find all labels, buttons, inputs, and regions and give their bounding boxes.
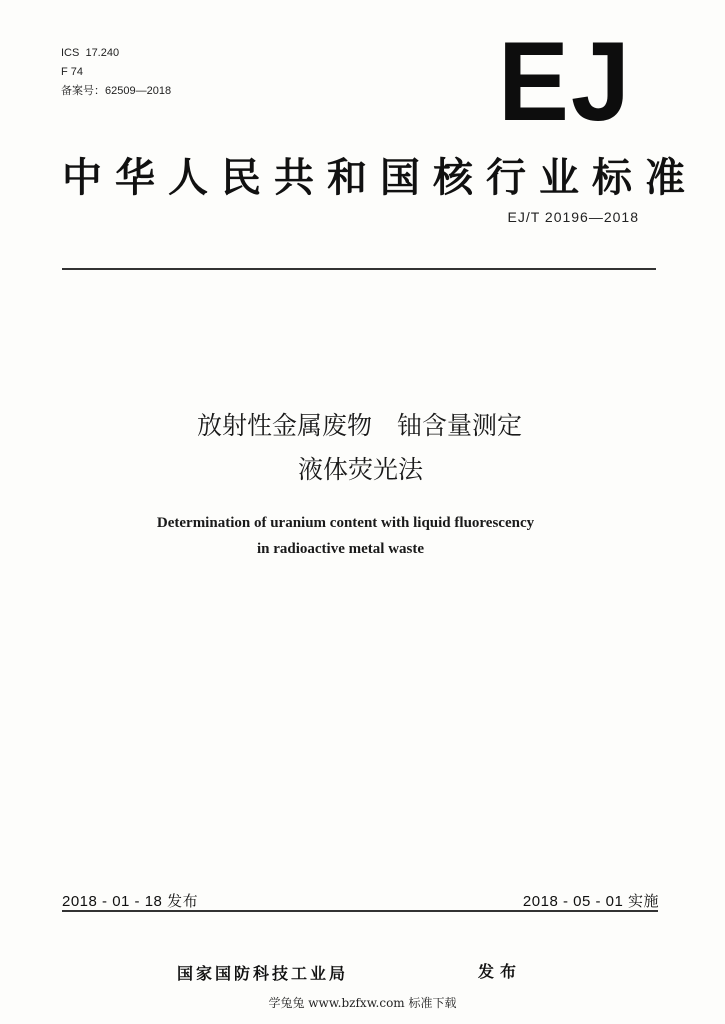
ics-code: ICS 17.240 (61, 47, 120, 59)
document-title-cn-line1: 放射性金属废物 铀含量测定 (196, 411, 522, 440)
publisher-name: 国家国防科技工业局 (177, 964, 349, 983)
category-code: F 74 (61, 66, 84, 78)
ej-logo: EJ (498, 19, 632, 144)
implementation-date: 2018 - 05 - 01 实施 (522, 893, 659, 910)
document-title-cn-line2: 液体荧光法 (297, 455, 423, 484)
document-title-en-line2: in radioactive metal waste (256, 541, 425, 557)
publish-label: 发布 (478, 962, 523, 981)
standard-category-title: 中华人民共和国核行业标准 (62, 155, 698, 201)
top-divider (62, 268, 656, 270)
bottom-divider (62, 910, 658, 912)
issue-date: 2018 - 01 - 18 发布 (62, 893, 199, 910)
site-watermark: 学兔兔 www.bzfxw.com 标准下载 (268, 996, 457, 1010)
classification-codes (61, 44, 171, 101)
record-number: 备案号：62509—2018 (61, 85, 172, 97)
standard-number: EJ/T 20196—2018 (507, 209, 639, 225)
document-title-en-line1: Determination of uranium content with liquid fluorescency (156, 515, 535, 531)
